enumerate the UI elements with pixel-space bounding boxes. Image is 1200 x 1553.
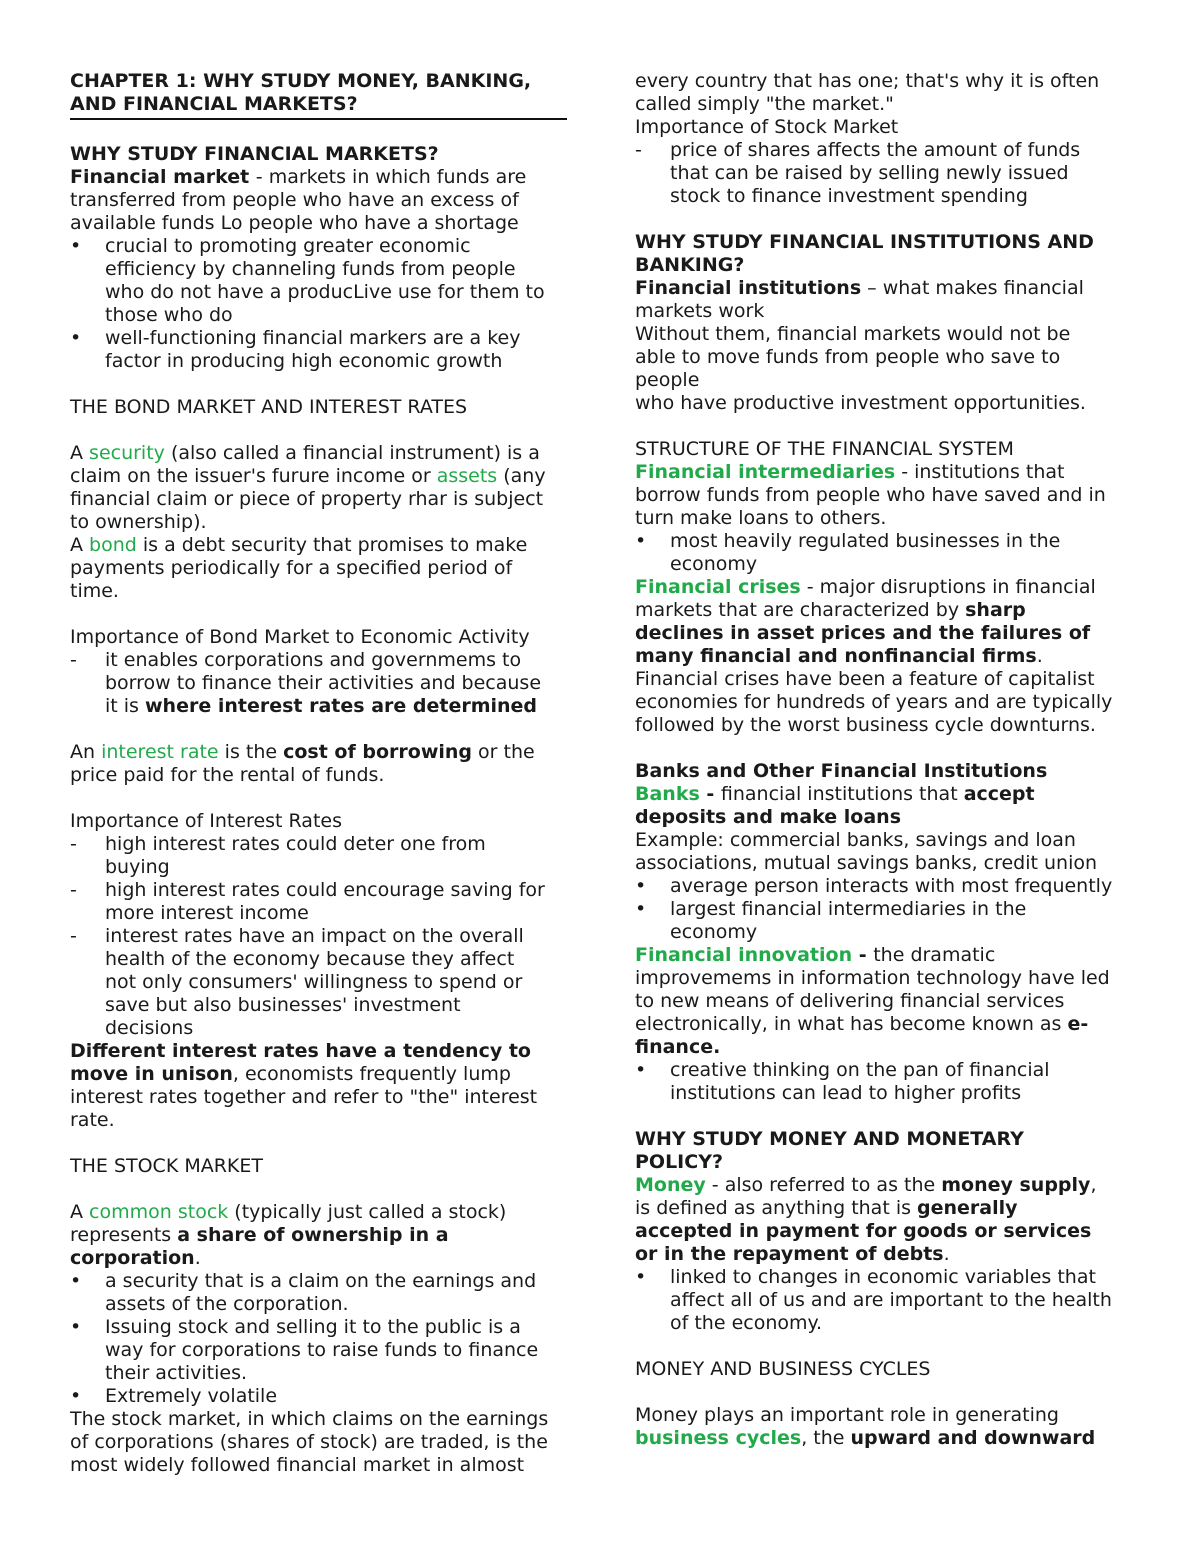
body-text: Importance of Stock Market bbox=[635, 116, 899, 138]
body-text: interest rates have an impact on the overall bbox=[105, 925, 524, 947]
body-text: who have productive investment opportunities. bbox=[635, 392, 1086, 414]
body-text: . bbox=[194, 1247, 201, 1269]
chapter-title-line bbox=[70, 93, 570, 116]
body-text: crucial to promoting greater economic bbox=[105, 235, 471, 257]
text-line bbox=[635, 1059, 1135, 1082]
key-term: Money bbox=[635, 1174, 706, 1196]
body-text: improvemems in information technology have led bbox=[635, 967, 1110, 989]
text-line bbox=[635, 1082, 1135, 1105]
text-line bbox=[70, 281, 570, 304]
text-line bbox=[635, 1266, 1135, 1289]
text-line bbox=[635, 438, 1135, 461]
body-text: time. bbox=[70, 580, 119, 602]
body-text: stock to finance investment spending bbox=[670, 185, 1028, 207]
key-term: security bbox=[89, 442, 165, 464]
text-line bbox=[635, 93, 1135, 116]
body-text: interest rates together and refer to "the" interest bbox=[70, 1086, 538, 1108]
text-line bbox=[635, 852, 1135, 875]
text-line bbox=[635, 277, 1135, 300]
text-line bbox=[635, 369, 1135, 392]
body-text: - major disruptions in financial bbox=[800, 576, 1096, 598]
dash-marker: - bbox=[70, 925, 77, 947]
bullet-marker: • bbox=[70, 1270, 82, 1292]
body-text: . bbox=[943, 1243, 950, 1265]
text-line bbox=[635, 254, 1135, 277]
text-line bbox=[635, 829, 1135, 852]
text-line bbox=[70, 764, 570, 787]
body-text: associations, mutual savings banks, credit union bbox=[635, 852, 1098, 874]
body-text: - institutions that bbox=[895, 461, 1065, 483]
emphasis-text: money supply bbox=[941, 1174, 1091, 1196]
body-text: is the bbox=[218, 741, 284, 763]
text-line bbox=[70, 1431, 570, 1454]
text-line bbox=[70, 1293, 570, 1316]
emphasis-text: WHY STUDY FINANCIAL MARKETS? bbox=[70, 143, 439, 165]
text-line bbox=[635, 898, 1135, 921]
body-text: price paid for the rental of funds. bbox=[70, 764, 385, 786]
spacer bbox=[635, 1381, 1135, 1404]
body-text: . bbox=[1036, 645, 1043, 667]
bullet-marker: • bbox=[70, 235, 82, 257]
text-line bbox=[70, 258, 570, 281]
body-text: Money plays an important role in generating bbox=[635, 1404, 1059, 1426]
emphasis-text: deposits and make loans bbox=[635, 806, 901, 828]
text-line bbox=[635, 875, 1135, 898]
text-line bbox=[635, 1404, 1135, 1427]
emphasis-text: where interest rates are determined bbox=[145, 695, 538, 717]
emphasis-text: WHY STUDY FINANCIAL INSTITUTIONS AND bbox=[635, 231, 1094, 253]
text-line bbox=[70, 856, 570, 879]
emphasis-text: move in unison bbox=[70, 1063, 233, 1085]
body-text: followed by the worst business cycle downturns. bbox=[635, 714, 1096, 736]
spacer bbox=[70, 718, 570, 741]
text-line bbox=[635, 116, 1135, 139]
text-line bbox=[635, 714, 1135, 737]
body-text: Example: commercial banks, savings and loan bbox=[635, 829, 1076, 851]
text-line bbox=[635, 967, 1135, 990]
text-line bbox=[635, 461, 1135, 484]
body-text: payments periodically for a specified period of bbox=[70, 557, 513, 579]
body-text: that can be raised by selling newly issued bbox=[670, 162, 1069, 184]
body-text: AND FINANCIAL MARKETS? bbox=[70, 93, 358, 115]
dash-marker: - bbox=[70, 879, 77, 901]
text-line bbox=[635, 645, 1135, 668]
text-line bbox=[70, 994, 570, 1017]
body-text: , the bbox=[801, 1427, 851, 1449]
body-text: Importance of Interest Rates bbox=[70, 810, 342, 832]
body-text: who do not have a producLive use for them to bbox=[105, 281, 545, 303]
text-line bbox=[70, 511, 570, 534]
body-text: a security that is a claim on the earnings and bbox=[105, 1270, 537, 1292]
body-text: to new means of delivering financial services bbox=[635, 990, 1065, 1012]
body-text: linked to changes in economic variables that bbox=[670, 1266, 1096, 1288]
key-term: Financial crises bbox=[635, 576, 801, 598]
key-term: common stock bbox=[89, 1201, 229, 1223]
emphasis-text: upward and downward bbox=[850, 1427, 1096, 1449]
body-text: not only consumers' willingness to spend or bbox=[105, 971, 523, 993]
key-term: Financial innovation bbox=[635, 944, 853, 966]
body-text: Without them, financial markets would not be bbox=[635, 323, 1071, 345]
body-text: is a debt security that promises to make bbox=[136, 534, 528, 556]
body-text: of the economy. bbox=[670, 1312, 823, 1334]
text-line bbox=[635, 944, 1135, 967]
body-text: high interest rates could deter one from bbox=[105, 833, 486, 855]
emphasis-text: POLICY? bbox=[635, 1151, 723, 1173]
text-line bbox=[70, 1247, 570, 1270]
text-line bbox=[635, 553, 1135, 576]
text-line bbox=[70, 1201, 570, 1224]
body-text: called simply "the market." bbox=[635, 93, 894, 115]
body-text: available funds Lo people who have a shortage bbox=[70, 212, 519, 234]
body-text: , bbox=[1090, 1174, 1097, 1196]
body-text: health of the economy because they affect bbox=[105, 948, 515, 970]
body-text: able to move funds from people who save to bbox=[635, 346, 1061, 368]
spacer bbox=[70, 373, 570, 396]
body-text: A bbox=[70, 442, 90, 464]
emphasis-text: accepted in payment for goods or services bbox=[635, 1220, 1092, 1242]
key-term: assets bbox=[436, 465, 498, 487]
body-text: financial institutions that bbox=[720, 783, 964, 805]
spacer bbox=[635, 737, 1135, 760]
text-line bbox=[635, 1151, 1135, 1174]
text-line bbox=[635, 806, 1135, 829]
body-text: institutions can lead to higher profits bbox=[670, 1082, 1022, 1104]
text-line bbox=[70, 1454, 570, 1477]
bullet-marker: • bbox=[70, 1316, 82, 1338]
body-text: borrow to finance their activities and because bbox=[105, 672, 542, 694]
body-text: Importance of Bond Market to Economic Activity bbox=[70, 626, 530, 648]
text-line bbox=[70, 810, 570, 833]
body-text: to ownership). bbox=[70, 511, 207, 533]
text-line bbox=[635, 484, 1135, 507]
body-text: every country that has one; that's why it is often bbox=[635, 70, 1100, 92]
text-line bbox=[70, 1385, 570, 1408]
text-line bbox=[70, 304, 570, 327]
text-line bbox=[70, 1086, 570, 1109]
text-line bbox=[70, 350, 570, 373]
body-text: transferred from people who have an excess of bbox=[70, 189, 519, 211]
dash-marker: - bbox=[635, 139, 642, 161]
body-text: A bbox=[70, 534, 90, 556]
text-line bbox=[70, 879, 570, 902]
body-text: decisions bbox=[105, 1017, 194, 1039]
body-text: or the bbox=[472, 741, 535, 763]
text-line bbox=[70, 488, 570, 511]
emphasis-text: finance. bbox=[635, 1036, 721, 1058]
text-line bbox=[635, 530, 1135, 553]
text-line bbox=[635, 691, 1135, 714]
text-line bbox=[70, 695, 570, 718]
body-text: - markets in which funds are bbox=[255, 166, 527, 188]
text-line bbox=[70, 1362, 570, 1385]
emphasis-text: cost of borrowing bbox=[283, 741, 473, 763]
body-text: buying bbox=[105, 856, 170, 878]
body-text: affect all of us and are important to the health bbox=[670, 1289, 1112, 1311]
body-text: is defined as anything that is bbox=[635, 1197, 918, 1219]
body-text: - also referred to as the bbox=[705, 1174, 942, 1196]
spacer bbox=[635, 1335, 1135, 1358]
dash-marker: - bbox=[70, 649, 77, 671]
text-line bbox=[70, 327, 570, 350]
bullet-marker: • bbox=[635, 530, 647, 552]
text-line bbox=[70, 1017, 570, 1040]
text-line bbox=[635, 300, 1135, 323]
body-text: STRUCTURE OF THE FINANCIAL SYSTEM bbox=[635, 438, 1014, 460]
key-term: bond bbox=[89, 534, 137, 556]
body-text: factor in producing high economic growth bbox=[105, 350, 503, 372]
emphasis-text: - bbox=[852, 944, 874, 966]
emphasis-text: accept bbox=[963, 783, 1035, 805]
body-text: price of shares affects the amount of funds bbox=[670, 139, 1081, 161]
emphasis-text: - bbox=[699, 783, 721, 805]
text-line bbox=[635, 576, 1135, 599]
text-line bbox=[70, 902, 570, 925]
text-line bbox=[70, 1270, 570, 1293]
text-line bbox=[635, 1197, 1135, 1220]
text-line bbox=[70, 212, 570, 235]
body-text: THE STOCK MARKET bbox=[70, 1155, 263, 1177]
spacer bbox=[635, 1105, 1135, 1128]
text-line bbox=[635, 1174, 1135, 1197]
body-text: financial claim or piece of property rhar is subject bbox=[70, 488, 544, 510]
text-line bbox=[70, 1040, 570, 1063]
body-text: economies for hundreds of years and are typically bbox=[635, 691, 1113, 713]
text-line bbox=[70, 166, 570, 189]
text-line bbox=[635, 1427, 1135, 1450]
emphasis-text: e- bbox=[1067, 1013, 1089, 1035]
text-line bbox=[635, 323, 1135, 346]
bullet-marker: • bbox=[635, 898, 647, 920]
text-line bbox=[70, 580, 570, 603]
emphasis-text: Banks and Other Financial Institutions bbox=[635, 760, 1048, 782]
emphasis-text: Different interest rates have a tendency to bbox=[70, 1040, 531, 1062]
body-text: average person interacts with most frequently bbox=[670, 875, 1113, 897]
text-line bbox=[635, 162, 1135, 185]
text-line bbox=[70, 1339, 570, 1362]
key-term: interest rate bbox=[101, 741, 219, 763]
text-line bbox=[635, 231, 1135, 254]
body-text: people bbox=[635, 369, 700, 391]
text-line bbox=[635, 921, 1135, 944]
body-text: economy bbox=[670, 921, 758, 943]
body-text: efficiency by channeling funds from people bbox=[105, 258, 516, 280]
emphasis-text: sharp bbox=[965, 599, 1026, 621]
emphasis-text: WHY STUDY MONEY AND MONETARY bbox=[635, 1128, 1024, 1150]
body-text: , economists frequently lump bbox=[232, 1063, 511, 1085]
text-line bbox=[635, 1220, 1135, 1243]
body-text: creative thinking on the pan of financial bbox=[670, 1059, 1050, 1081]
left-column bbox=[70, 70, 570, 1477]
body-text: assets of the corporation. bbox=[105, 1293, 349, 1315]
text-line bbox=[70, 948, 570, 971]
text-line bbox=[635, 668, 1135, 691]
text-line bbox=[635, 599, 1135, 622]
text-line bbox=[635, 507, 1135, 530]
text-line bbox=[635, 70, 1135, 93]
body-text: high interest rates could encourage saving for bbox=[105, 879, 545, 901]
body-text: Financial crises have been a feature of capitalist bbox=[635, 668, 1095, 690]
body-text: (also called a financial instrument) is a bbox=[164, 442, 540, 464]
body-text: way for corporations to raise funds to finance bbox=[105, 1339, 539, 1361]
emphasis-text: BANKING? bbox=[635, 254, 745, 276]
text-line bbox=[635, 346, 1135, 369]
spacer bbox=[70, 603, 570, 626]
text-line bbox=[635, 783, 1135, 806]
text-line bbox=[70, 925, 570, 948]
key-term: Financial intermediaries bbox=[635, 461, 896, 483]
body-text: borrow funds from people who have saved and in bbox=[635, 484, 1106, 506]
text-line bbox=[70, 672, 570, 695]
text-line bbox=[70, 1063, 570, 1086]
body-text: represents bbox=[70, 1224, 178, 1246]
text-line bbox=[70, 626, 570, 649]
body-text: claim on the issuer's furure income or bbox=[70, 465, 437, 487]
spacer bbox=[70, 1132, 570, 1155]
emphasis-text: many financial and nonfinancial firms bbox=[635, 645, 1037, 667]
body-text: it enables corporations and governmems to bbox=[105, 649, 522, 671]
body-text: CHAPTER 1: WHY STUDY MONEY, BANKING, bbox=[70, 70, 532, 92]
spacer bbox=[635, 415, 1135, 438]
text-line bbox=[70, 1408, 570, 1431]
text-line bbox=[635, 1289, 1135, 1312]
body-text: most heavily regulated businesses in the bbox=[670, 530, 1061, 552]
body-text: well-functioning financial markers are a key bbox=[105, 327, 521, 349]
text-line bbox=[70, 1224, 570, 1247]
text-line bbox=[70, 534, 570, 557]
text-line bbox=[70, 235, 570, 258]
text-line bbox=[70, 442, 570, 465]
body-text: (any bbox=[497, 465, 546, 487]
spacer bbox=[70, 419, 570, 442]
emphasis-text: declines in asset prices and the failures of bbox=[635, 622, 1091, 644]
body-text: most widely followed financial market in almost bbox=[70, 1454, 525, 1476]
text-line bbox=[70, 189, 570, 212]
bullet-marker: • bbox=[70, 327, 82, 349]
text-line bbox=[70, 649, 570, 672]
body-text: MONEY AND BUSINESS CYCLES bbox=[635, 1358, 931, 1380]
body-text: largest financial intermediaries in the bbox=[670, 898, 1027, 920]
body-text: electronically, in what has become known as bbox=[635, 1013, 1068, 1035]
text-line bbox=[70, 1109, 570, 1132]
text-line bbox=[635, 1312, 1135, 1335]
text-line bbox=[635, 392, 1135, 415]
emphasis-text: a share of ownership in a bbox=[177, 1224, 449, 1246]
text-line bbox=[70, 143, 570, 166]
body-text: economy bbox=[670, 553, 758, 575]
body-text: of corporations (shares of stock) are traded, is the bbox=[70, 1431, 548, 1453]
text-line bbox=[70, 971, 570, 994]
text-line bbox=[635, 1128, 1135, 1151]
key-term: business cycles bbox=[635, 1427, 802, 1449]
text-line bbox=[635, 760, 1135, 783]
spacer bbox=[70, 1178, 570, 1201]
body-text: it is bbox=[105, 695, 145, 717]
body-text: THE BOND MARKET AND INTEREST RATES bbox=[70, 396, 468, 418]
emphasis-text: generally bbox=[917, 1197, 1018, 1219]
bullet-marker: • bbox=[635, 1059, 647, 1081]
body-text: those who do bbox=[105, 304, 233, 326]
body-text: save but also businesses' investment bbox=[105, 994, 461, 1016]
body-text: A bbox=[70, 1201, 90, 1223]
text-line bbox=[70, 465, 570, 488]
text-line bbox=[70, 396, 570, 419]
body-text: (typically just called a stock) bbox=[228, 1201, 507, 1223]
spacer bbox=[70, 120, 570, 143]
spacer bbox=[635, 208, 1135, 231]
text-line bbox=[635, 1013, 1135, 1036]
body-text: Issuing stock and selling it to the public is a bbox=[105, 1316, 521, 1338]
spacer bbox=[70, 787, 570, 810]
bullet-marker: • bbox=[635, 875, 647, 897]
body-text: – what makes financial bbox=[861, 277, 1084, 299]
text-line bbox=[635, 990, 1135, 1013]
body-text: turn make loans to others. bbox=[635, 507, 887, 529]
bullet-marker: • bbox=[635, 1266, 647, 1288]
body-text: markets work bbox=[635, 300, 765, 322]
text-line bbox=[635, 1036, 1135, 1059]
key-term: Banks bbox=[635, 783, 700, 805]
body-text: The stock market, in which claims on the earnings bbox=[70, 1408, 549, 1430]
text-line bbox=[70, 557, 570, 580]
chapter-title-line bbox=[70, 70, 570, 93]
body-text: Extremely volatile bbox=[105, 1385, 278, 1407]
right-column bbox=[635, 70, 1135, 1450]
body-text: the dramatic bbox=[873, 944, 996, 966]
emphasis-text: or in the repayment of debts bbox=[635, 1243, 944, 1265]
text-line bbox=[70, 833, 570, 856]
body-text: their activities. bbox=[105, 1362, 248, 1384]
text-line bbox=[70, 1316, 570, 1339]
text-line bbox=[635, 622, 1135, 645]
text-line bbox=[70, 741, 570, 764]
text-line bbox=[635, 1358, 1135, 1381]
dash-marker: - bbox=[70, 833, 77, 855]
text-line bbox=[70, 1155, 570, 1178]
emphasis-text: corporation bbox=[70, 1247, 195, 1269]
bullet-marker: • bbox=[70, 1385, 82, 1407]
text-line bbox=[635, 139, 1135, 162]
text-line bbox=[635, 185, 1135, 208]
body-text: more interest income bbox=[105, 902, 309, 924]
body-text: markets that are characterized by bbox=[635, 599, 966, 621]
emphasis-text: Financial market bbox=[70, 166, 256, 188]
emphasis-text: Financial institutions bbox=[635, 277, 862, 299]
body-text: rate. bbox=[70, 1109, 115, 1131]
body-text: An bbox=[70, 741, 102, 763]
text-line bbox=[635, 1243, 1135, 1266]
